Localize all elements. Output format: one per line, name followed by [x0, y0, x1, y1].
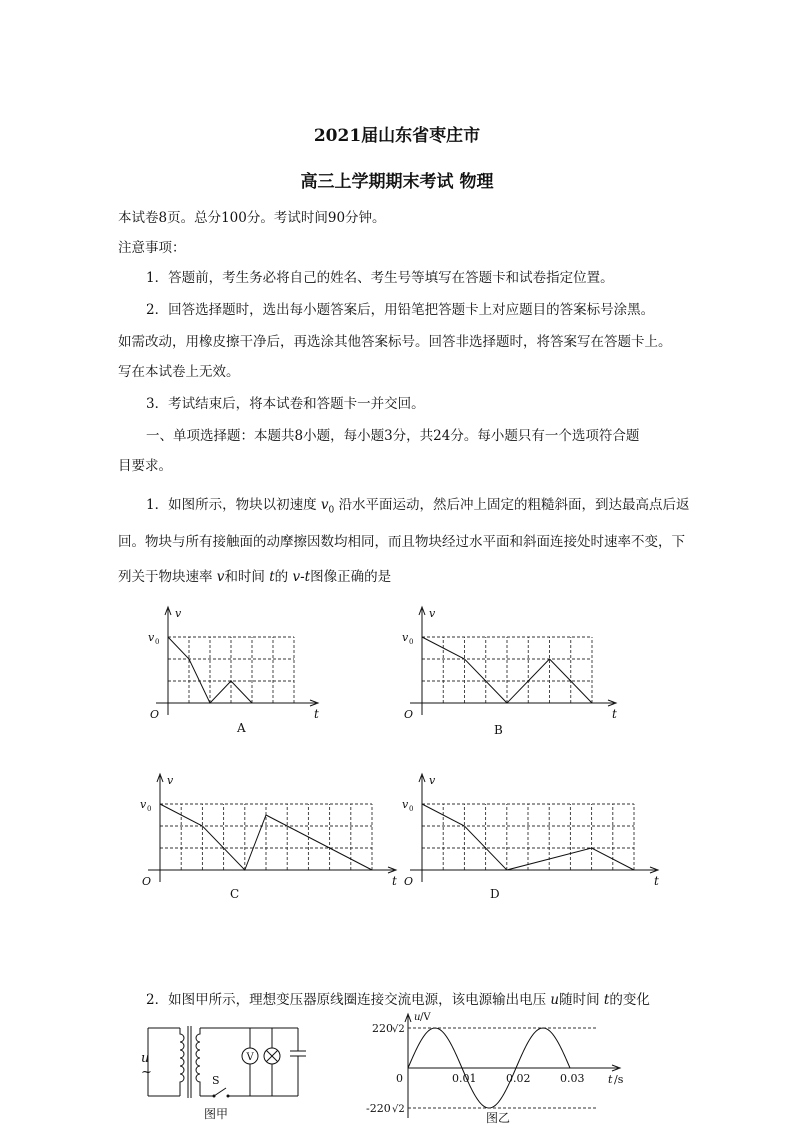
notice-item: 如需改动，用橡皮擦干净后，再选涂其他答案标号。回答非选择题时，将答案写在答题卡上。: [118, 334, 672, 350]
t-axis-label: t: [392, 874, 397, 888]
primary-coil: [180, 1028, 184, 1096]
tick-label: 0.03: [560, 1072, 585, 1085]
v0-label: v: [402, 631, 409, 644]
question-2-line1: 2．如图甲所示，理想变压器原线圈连接交流电源，该电源输出电压 u随时间 t的变化: [146, 992, 650, 1008]
exam-info: 本试卷8页。总分100分。考试时间90分钟。: [118, 210, 386, 226]
option-label-d: D: [490, 887, 500, 901]
u-unit: /V: [420, 1012, 431, 1023]
notice-heading: 注意事项：: [118, 240, 186, 256]
t-axis-label: t: [654, 874, 659, 888]
v0-subscript: 0: [409, 805, 414, 813]
t-unit: /s: [614, 1073, 624, 1086]
u-label: u: [414, 1012, 421, 1023]
origin-label: O: [142, 875, 152, 888]
t-label: t: [608, 1073, 613, 1086]
lamp-icon: [264, 1048, 280, 1064]
switch-blade: [214, 1088, 226, 1096]
umin-label: -220: [366, 1102, 391, 1115]
umax-sqrt: √2: [392, 1024, 405, 1035]
v0-label: v: [402, 798, 409, 811]
t-axis-label: t: [612, 707, 617, 721]
secondary-coil: [196, 1028, 200, 1096]
v0-subscript: 0: [155, 638, 160, 646]
question-1-line1: 1．如图所示，物块以初速度 $v_0$ 沿水平面运动，然后冲上固定的粗糙斜面，到达最高点后返: [146, 497, 690, 516]
umin-sqrt: √2: [392, 1104, 405, 1115]
figure-b-caption: 图乙: [486, 1111, 511, 1124]
capacitor-icon: [290, 1051, 306, 1056]
origin-label: O: [150, 708, 160, 721]
switch-label: S: [212, 1074, 220, 1087]
voltage-time-graph: [366, 1014, 636, 1124]
notice-item: 1．答题前，考生务必将自己的姓名、考生号等填写在答题卡和试卷指定位置。: [146, 270, 614, 286]
notice-item: 3．考试结束后，将本试卷和答题卡一并交回。: [146, 396, 425, 412]
t-axis-label: t: [314, 707, 319, 721]
v-axis-label: v: [167, 774, 174, 787]
v0-label: v: [140, 798, 147, 811]
source-u-label: u: [141, 1051, 150, 1066]
question-1-line3: 列关于物块速率 v和时间 t的 v-t图像正确的是: [118, 569, 392, 585]
v0-subscript: 0: [409, 638, 414, 646]
section-heading: 一、单项选择题：本题共8小题，每小题3分，共24分。每小题只有一个选项符合题: [146, 428, 640, 444]
v0-subscript: 0: [147, 805, 152, 813]
umax-label: 220: [372, 1022, 393, 1035]
vt-graph-c: [140, 762, 397, 902]
notice-item: 2．回答选择题时，选出每小题答案后，用铅笔把答题卡上对应题目的答案标号涂黑。: [146, 302, 655, 318]
origin-label: O: [404, 875, 414, 888]
option-label-c: C: [230, 887, 240, 901]
paper-title-line1: 2021届山东省枣庄市: [313, 126, 481, 146]
tick-label: 0.01: [452, 1072, 477, 1085]
figure-a-caption: 图甲: [204, 1107, 229, 1121]
v0-label: v: [148, 631, 155, 644]
transformer-circuit: [138, 1018, 313, 1123]
question-1-line2: 回。物块与所有接触面的动摩擦因数均相同，而且物块经过水平面和斜面连接处时速率不变，下: [118, 534, 685, 550]
v-axis-label: v: [175, 607, 182, 620]
option-label-a: A: [237, 721, 246, 735]
section-heading-cont: 目要求。: [118, 458, 172, 474]
paper-title-line2: 高三上学期期末考试 物理: [300, 172, 494, 192]
origin-label: 0: [396, 1072, 403, 1085]
v-axis-label: v: [429, 607, 436, 620]
vt-graph-a: [140, 595, 340, 745]
v-axis-label: v: [429, 774, 436, 787]
origin-label: O: [404, 708, 414, 721]
source-tilde: ~: [141, 1065, 152, 1080]
vt-graph-b: [398, 595, 618, 745]
notice-item: 写在本试卷上无效。: [118, 364, 240, 380]
voltmeter-label: V: [246, 1052, 254, 1063]
tick-label: 0.02: [506, 1072, 531, 1085]
vt-graph-d: [398, 762, 659, 902]
option-label-b: B: [494, 723, 503, 737]
